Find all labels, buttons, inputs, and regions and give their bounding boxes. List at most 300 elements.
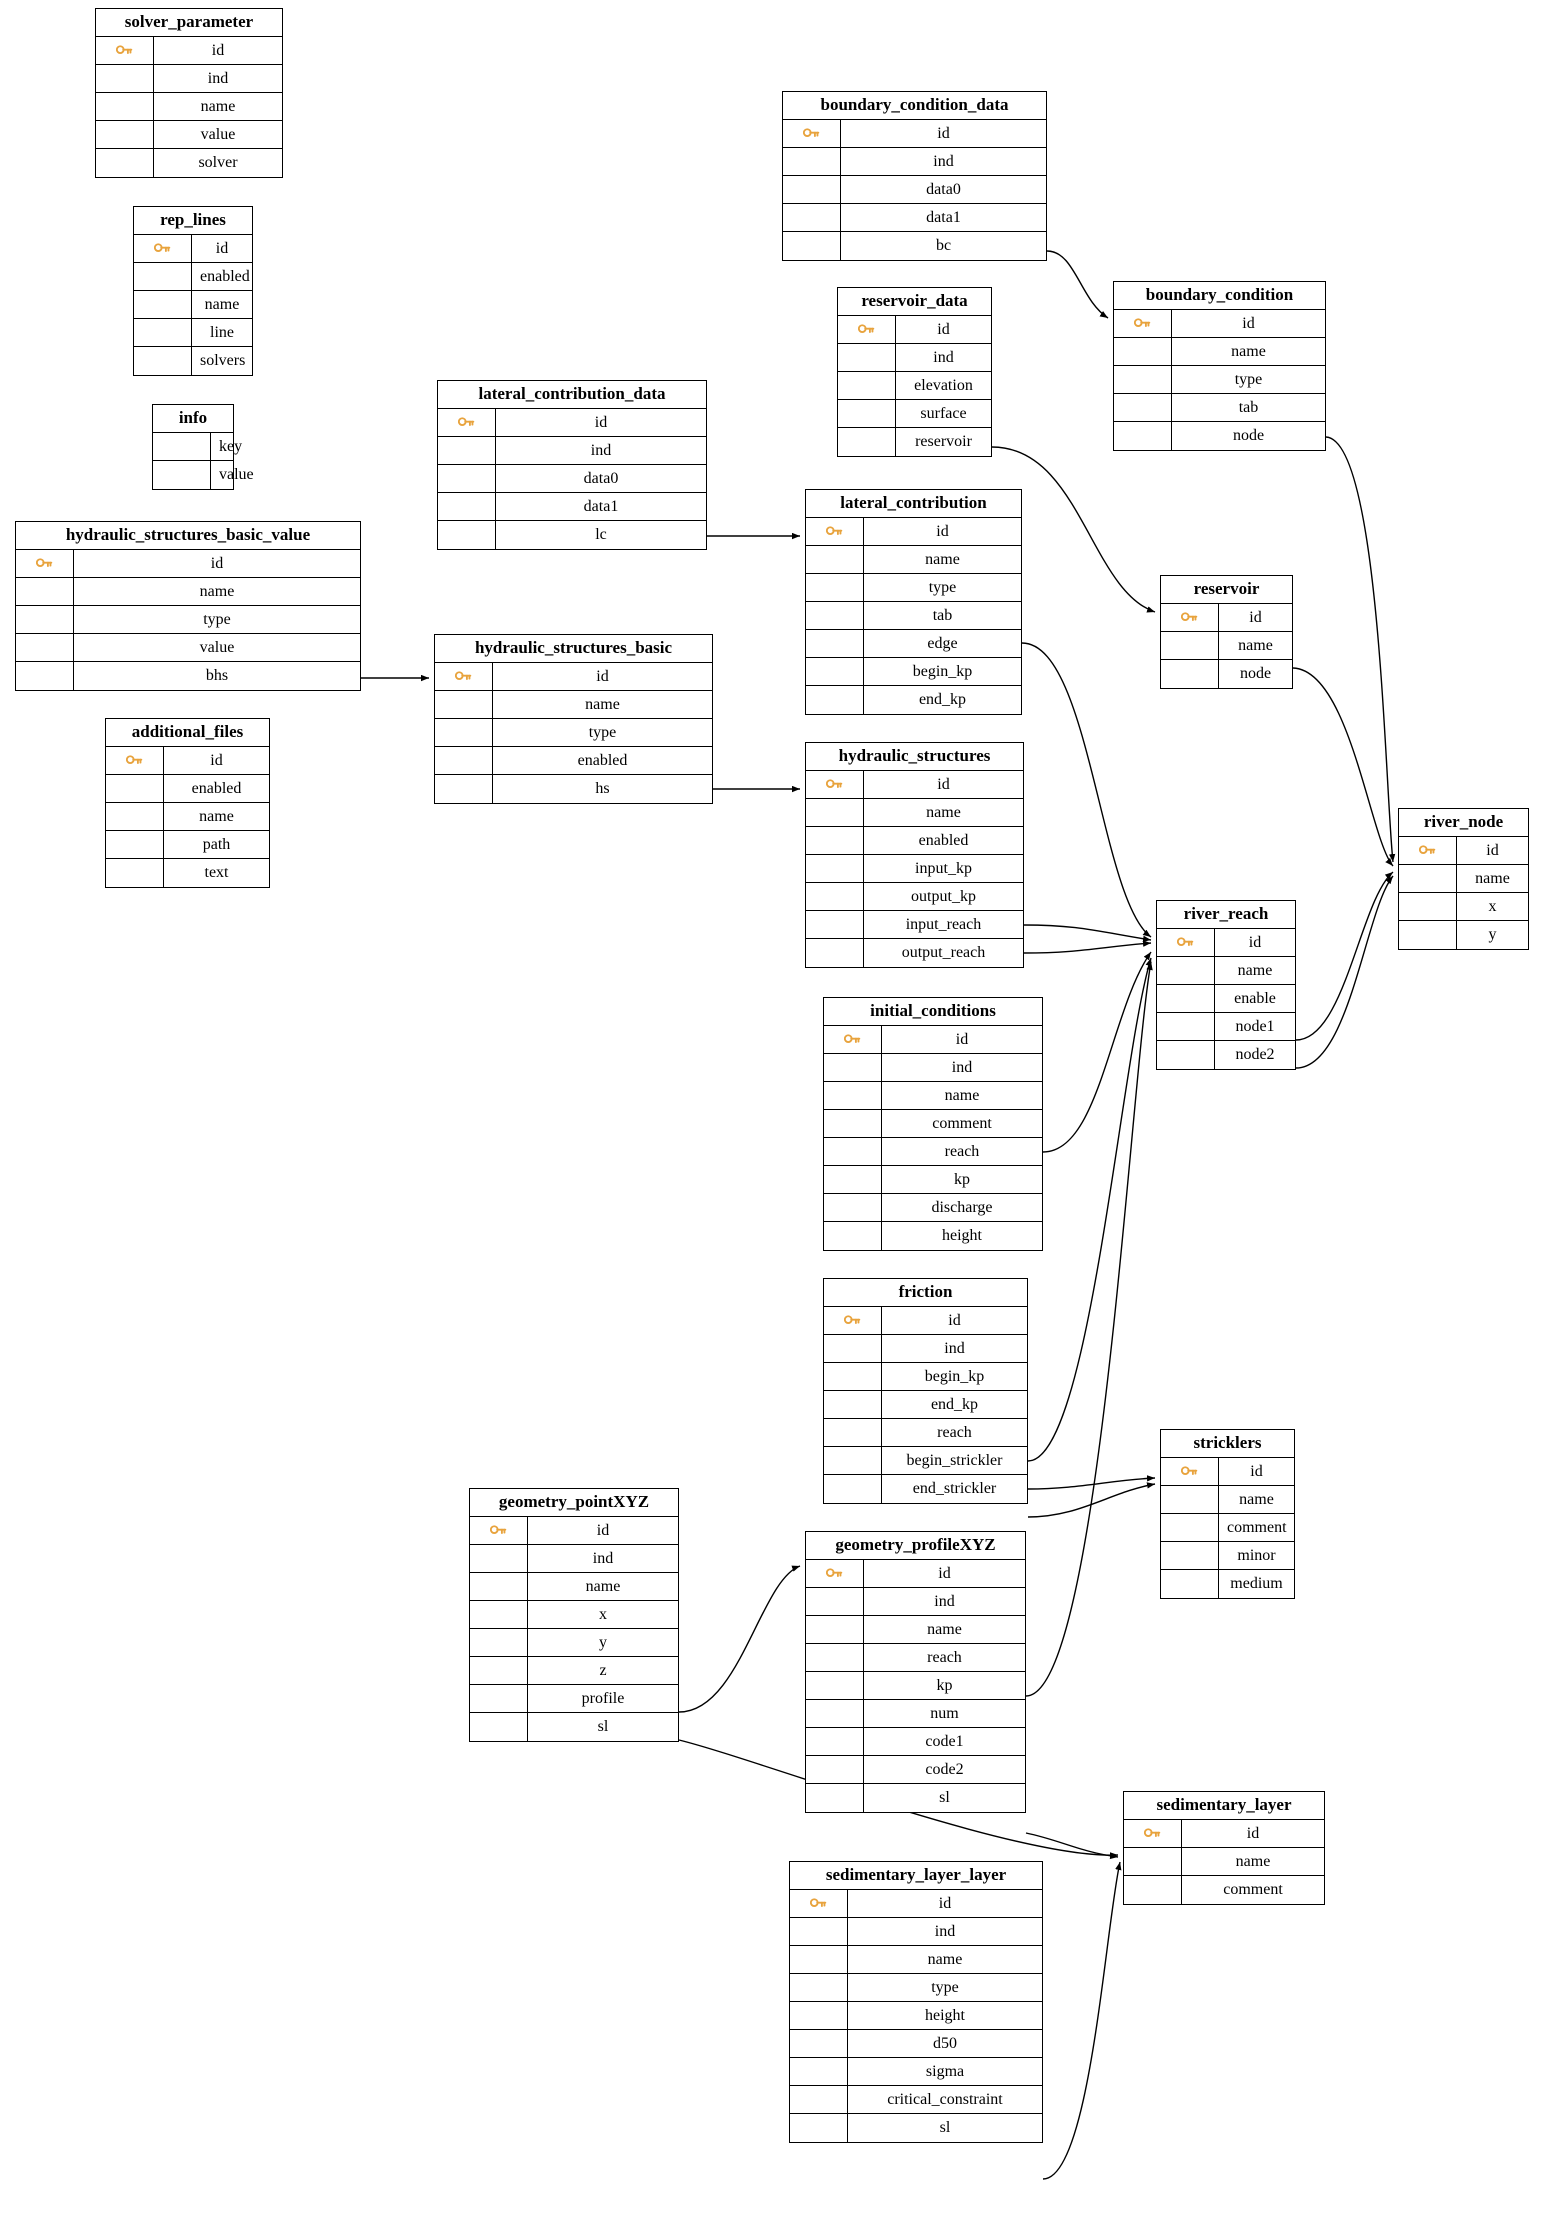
field-key-cell <box>806 574 864 601</box>
entity-title: solver_parameter <box>96 9 282 37</box>
field-name: id <box>937 320 950 338</box>
entity-field-row <box>16 606 360 634</box>
field-key-cell <box>1161 632 1219 659</box>
entity-field-row <box>1114 338 1325 366</box>
field-name: id <box>596 667 609 685</box>
entity-field-row <box>470 1601 678 1629</box>
entity-title: hydraulic_structures_basic <box>435 635 712 663</box>
entity-field-row <box>824 1447 1027 1475</box>
field-key-cell <box>824 1110 882 1137</box>
entity-field-row <box>824 1475 1027 1503</box>
field-name: type <box>203 610 231 628</box>
entity-field-row <box>438 493 706 521</box>
field-key-cell <box>790 1974 848 2001</box>
field-name: id <box>1249 608 1262 626</box>
field-name: id <box>596 1521 610 1539</box>
field-name: name <box>1239 1490 1274 1508</box>
field-name: type <box>928 578 957 596</box>
field-name: begin_strickler <box>906 1451 1003 1469</box>
field-name: comment <box>1223 1881 1283 1898</box>
field-key-cell <box>838 344 896 371</box>
field-key-cell <box>824 1222 882 1250</box>
entity-field-row <box>1399 921 1528 949</box>
entity-field-row <box>824 1222 1042 1250</box>
entity-field-row <box>806 630 1021 658</box>
field-key-cell <box>16 634 74 661</box>
entity-field-row <box>1157 929 1295 957</box>
field-name: hs <box>595 780 610 797</box>
field-key-cell <box>1157 985 1215 1012</box>
field-name: value <box>199 638 235 656</box>
field-key-cell <box>1161 1486 1219 1513</box>
entity-field-row <box>838 400 991 428</box>
field-key-cell <box>806 1588 864 1615</box>
field-name: name <box>585 695 620 713</box>
entity-field-row <box>1161 1570 1294 1598</box>
entity-field-row <box>838 316 991 344</box>
primary-key-icon <box>1114 310 1172 337</box>
entity-field-row <box>790 2086 1042 2114</box>
field-name: reach <box>927 1648 962 1666</box>
field-name: name <box>944 1086 980 1104</box>
entity-field-row <box>806 658 1021 686</box>
entity-initial_conditions <box>823 997 1043 1251</box>
field-name: ind <box>934 1922 956 1940</box>
entity-title: rep_lines <box>134 207 252 235</box>
field-name: name <box>1238 636 1273 654</box>
primary-key-icon <box>806 518 864 545</box>
field-key-cell <box>1399 921 1457 949</box>
entity-field-row <box>470 1713 678 1741</box>
primary-key-icon <box>96 37 154 64</box>
field-key-cell <box>1161 660 1219 688</box>
field-name: id <box>215 239 229 257</box>
field-name: name <box>199 807 234 825</box>
entity-field-row <box>16 662 360 690</box>
entity-river_reach <box>1156 900 1296 1070</box>
entity-field-row <box>1161 660 1292 688</box>
primary-key-icon <box>806 771 864 798</box>
field-name: discharge <box>931 1198 993 1216</box>
entity-friction <box>823 1278 1028 1504</box>
field-key-cell <box>824 1138 882 1165</box>
field-name: name <box>1475 869 1510 887</box>
entity-field-row <box>824 1391 1027 1419</box>
field-key-cell <box>1114 422 1172 450</box>
field-name: id <box>1486 841 1499 859</box>
entity-title: stricklers <box>1161 1430 1294 1458</box>
field-name: minor <box>1237 1546 1276 1564</box>
entity-field-row <box>106 859 269 887</box>
entity-title: boundary_condition_data <box>783 92 1046 120</box>
field-key-cell <box>1157 957 1215 984</box>
field-name: kp <box>936 1676 953 1694</box>
entity-field-row <box>106 775 269 803</box>
field-name: id <box>937 124 950 142</box>
entity-reservoir_data <box>837 287 992 457</box>
field-name: reach <box>937 1423 972 1441</box>
entity-field-row <box>1161 1486 1294 1514</box>
entity-field-row <box>96 37 282 65</box>
field-name: output_kp <box>911 887 976 905</box>
field-name: ind <box>933 152 954 170</box>
entity-field-row <box>790 1890 1042 1918</box>
field-key-cell <box>438 437 496 464</box>
field-key-cell <box>824 1082 882 1109</box>
field-key-cell <box>806 939 864 967</box>
entity-field-row <box>806 1616 1025 1644</box>
field-name: kp <box>954 1170 970 1188</box>
field-key-cell <box>435 775 493 803</box>
entity-field-row <box>1124 1876 1324 1904</box>
field-name: id <box>938 1564 951 1582</box>
field-name: text <box>204 864 229 881</box>
field-name: key <box>219 437 243 455</box>
field-key-cell <box>806 630 864 657</box>
field-key-cell <box>824 1194 882 1221</box>
entity-field-row <box>435 691 712 719</box>
entity-title: additional_files <box>106 719 269 747</box>
entity-lateral_contribution_data <box>437 380 707 550</box>
field-name: bc <box>935 237 952 254</box>
entity-field-row <box>1399 893 1528 921</box>
entity-field-row <box>153 433 243 461</box>
entity-field-row <box>470 1685 678 1713</box>
entity-field-row <box>134 319 252 347</box>
entity-title: geometry_pointXYZ <box>470 1489 678 1517</box>
field-key-cell <box>1399 865 1457 892</box>
entity-field-row <box>470 1545 678 1573</box>
field-key-cell <box>16 662 74 690</box>
entity-field-row <box>783 120 1046 148</box>
entity-field-row <box>824 1026 1042 1054</box>
field-key-cell <box>96 121 154 148</box>
entity-field-row <box>153 461 254 489</box>
field-key-cell <box>134 291 192 318</box>
entity-field-row <box>134 235 252 263</box>
field-key-cell <box>806 658 864 685</box>
entity-field-row <box>1161 632 1292 660</box>
entity-title: initial_conditions <box>824 998 1042 1026</box>
field-name: name <box>925 550 960 568</box>
entity-field-row <box>1161 604 1292 632</box>
entity-field-row <box>806 939 1023 967</box>
field-key-cell <box>470 1713 528 1741</box>
field-key-cell <box>790 2030 848 2057</box>
entity-field-row <box>806 883 1023 911</box>
field-name: tab <box>1238 398 1259 416</box>
entity-title: hydraulic_structures_basic_value <box>16 522 360 550</box>
field-name: ind <box>951 1058 973 1076</box>
field-key-cell <box>1157 1041 1215 1069</box>
field-key-cell <box>1399 893 1457 920</box>
field-key-cell <box>806 1728 864 1755</box>
entity-field-row <box>1157 1041 1295 1069</box>
entity-field-row <box>1114 394 1325 422</box>
field-name: id <box>948 1311 961 1329</box>
field-name: solver <box>198 154 238 171</box>
entity-sedimentary_layer_layer <box>789 1861 1043 2143</box>
field-key-cell <box>1161 1514 1219 1541</box>
field-key-cell <box>790 2002 848 2029</box>
field-name: name <box>200 97 236 115</box>
entity-field-row <box>783 204 1046 232</box>
field-key-cell <box>438 465 496 492</box>
entity-title: hydraulic_structures <box>806 743 1023 771</box>
entity-lateral_contribution <box>805 489 1022 715</box>
primary-key-icon <box>824 1026 882 1053</box>
field-name: id <box>936 522 949 540</box>
field-name: node1 <box>1235 1017 1275 1035</box>
entity-additional_files <box>105 718 270 888</box>
primary-key-icon <box>1161 604 1219 631</box>
field-name: data0 <box>583 469 619 487</box>
field-key-cell <box>824 1447 882 1474</box>
field-name: enable <box>1234 989 1276 1007</box>
field-key-cell <box>470 1685 528 1712</box>
field-name: num <box>930 1704 959 1722</box>
field-name: sl <box>939 1789 950 1806</box>
field-key-cell <box>824 1475 882 1503</box>
field-name: d50 <box>933 2034 957 2052</box>
entity-field-row <box>435 747 712 775</box>
field-key-cell <box>470 1657 528 1684</box>
entity-title: reservoir_data <box>838 288 991 316</box>
field-name: critical_constraint <box>887 2090 1003 2108</box>
field-key-cell <box>824 1054 882 1081</box>
entity-field-row <box>806 602 1021 630</box>
entity-field-row <box>824 1110 1042 1138</box>
entity-field-row <box>1399 865 1528 893</box>
field-name: path <box>202 835 231 853</box>
entity-field-row <box>806 1728 1025 1756</box>
field-key-cell <box>806 855 864 882</box>
entity-title: sedimentary_layer <box>1124 1792 1324 1820</box>
field-name: x <box>1488 897 1497 915</box>
entity-river_node <box>1398 808 1529 950</box>
field-name: end_kp <box>930 1395 979 1413</box>
field-name: enabled <box>200 267 250 285</box>
entity-field-row <box>1114 422 1325 450</box>
field-name: surface <box>920 404 967 422</box>
field-name: y <box>1488 926 1497 943</box>
field-name: height <box>925 2006 965 2024</box>
field-name: id <box>594 413 608 431</box>
field-key-cell <box>470 1629 528 1656</box>
field-key-cell <box>96 149 154 177</box>
entity-field-row <box>783 148 1046 176</box>
entity-field-row <box>1124 1820 1324 1848</box>
primary-key-icon <box>106 747 164 774</box>
entity-field-row <box>824 1419 1027 1447</box>
entity-field-row <box>838 428 991 456</box>
field-name: line <box>210 323 234 341</box>
entity-hydraulic_structures_basic <box>434 634 713 804</box>
entity-title: sedimentary_layer_layer <box>790 1862 1042 1890</box>
entity-field-row <box>824 1166 1042 1194</box>
entity-geometry_pointXYZ <box>469 1488 679 1742</box>
entity-field-row <box>783 232 1046 260</box>
field-key-cell <box>106 775 164 802</box>
field-key-cell <box>16 606 74 633</box>
entity-field-row <box>806 799 1023 827</box>
field-name: medium <box>1230 1575 1283 1592</box>
field-name: tab <box>932 606 953 624</box>
primary-key-icon <box>806 1560 864 1587</box>
field-name: id <box>955 1030 969 1048</box>
field-key-cell <box>16 578 74 605</box>
field-name: type <box>931 1978 959 1996</box>
field-name: sigma <box>925 2062 965 2080</box>
field-name: id <box>1246 1824 1260 1842</box>
field-name: z <box>599 1661 607 1679</box>
field-key-cell <box>783 204 841 231</box>
field-key-cell <box>783 176 841 203</box>
entity-title: reservoir <box>1161 576 1292 604</box>
field-name: profile <box>581 1689 625 1707</box>
field-key-cell <box>470 1573 528 1600</box>
field-key-cell <box>435 691 493 718</box>
field-name: ind <box>592 1549 614 1567</box>
entity-field-row <box>806 1644 1025 1672</box>
field-key-cell <box>806 1756 864 1783</box>
primary-key-icon <box>838 316 896 343</box>
primary-key-icon <box>16 550 74 577</box>
field-key-cell <box>106 803 164 830</box>
field-name: x <box>599 1605 607 1623</box>
entity-field-row <box>838 344 991 372</box>
field-name: name <box>1231 342 1266 360</box>
field-key-cell <box>806 883 864 910</box>
field-name: comment <box>932 1114 992 1132</box>
primary-key-icon <box>435 663 493 690</box>
entity-field-row <box>1157 985 1295 1013</box>
entity-field-row <box>824 1335 1027 1363</box>
field-key-cell <box>790 2086 848 2113</box>
field-key-cell <box>824 1166 882 1193</box>
primary-key-icon <box>1161 1458 1219 1485</box>
field-key-cell <box>435 719 493 746</box>
entity-field-row <box>790 2030 1042 2058</box>
field-name: name <box>1237 961 1273 979</box>
entity-field-row <box>806 771 1023 799</box>
primary-key-icon <box>134 235 192 262</box>
entity-solver_parameter <box>95 8 283 178</box>
field-name: type <box>588 723 617 741</box>
field-name: sl <box>939 2119 951 2136</box>
field-key-cell <box>806 686 864 714</box>
entity-field-row <box>1124 1848 1324 1876</box>
entity-field-row <box>1399 837 1528 865</box>
field-name: code2 <box>925 1760 964 1778</box>
primary-key-icon <box>1157 929 1215 956</box>
field-key-cell <box>96 65 154 92</box>
entity-field-row <box>806 1672 1025 1700</box>
field-name: id <box>1250 1462 1263 1480</box>
field-key-cell <box>824 1419 882 1446</box>
entity-field-row <box>1157 1013 1295 1041</box>
primary-key-icon <box>824 1307 882 1334</box>
entity-sedimentary_layer <box>1123 1791 1325 1905</box>
field-name: name <box>199 582 235 600</box>
entity-field-row <box>790 1974 1042 2002</box>
entity-field-row <box>134 291 252 319</box>
field-name: height <box>942 1227 982 1244</box>
entity-field-row <box>824 1054 1042 1082</box>
field-key-cell <box>806 1616 864 1643</box>
field-name: name <box>1235 1852 1271 1870</box>
entity-field-row <box>1114 366 1325 394</box>
field-name: node2 <box>1235 1046 1275 1063</box>
entity-field-row <box>438 465 706 493</box>
entity-field-row <box>824 1138 1042 1166</box>
entity-field-row <box>470 1657 678 1685</box>
field-name: enabled <box>577 751 628 769</box>
field-name: bhs <box>205 667 229 684</box>
entity-field-row <box>783 176 1046 204</box>
field-name: name <box>927 1620 962 1638</box>
primary-key-icon <box>1124 1820 1182 1847</box>
entity-field-row <box>790 2114 1042 2142</box>
entity-title: info <box>153 405 233 433</box>
field-name: name <box>204 295 240 313</box>
entity-field-row <box>806 911 1023 939</box>
field-name: reservoir <box>915 433 972 450</box>
field-name: name <box>927 1950 963 1968</box>
field-key-cell <box>806 827 864 854</box>
field-key-cell <box>470 1601 528 1628</box>
field-key-cell <box>806 602 864 629</box>
field-key-cell <box>806 546 864 573</box>
field-name: elevation <box>914 376 973 394</box>
field-key-cell <box>806 1700 864 1727</box>
entity-field-row <box>96 121 282 149</box>
entity-field-row <box>106 803 269 831</box>
entity-field-row <box>1161 1458 1294 1486</box>
field-name: lc <box>595 526 607 543</box>
entity-field-row <box>106 831 269 859</box>
entity-field-row <box>96 149 282 177</box>
entity-field-row <box>134 347 252 375</box>
entity-field-row <box>790 1946 1042 1974</box>
entity-field-row <box>470 1573 678 1601</box>
field-name: code1 <box>925 1732 964 1750</box>
field-key-cell <box>1124 1848 1182 1875</box>
field-key-cell <box>106 831 164 858</box>
entity-field-row <box>16 550 360 578</box>
entity-info <box>152 404 254 490</box>
field-name: data1 <box>926 208 961 226</box>
field-key-cell <box>106 859 164 887</box>
entity-field-row <box>16 578 360 606</box>
field-key-cell <box>438 521 496 549</box>
entity-field-row <box>806 1560 1025 1588</box>
entity-field-row <box>806 518 1021 546</box>
entity-field-row <box>1157 957 1295 985</box>
field-key-cell <box>783 148 841 175</box>
entity-field-row <box>806 1756 1025 1784</box>
entity-boundary_condition <box>1113 281 1326 451</box>
field-key-cell <box>96 93 154 120</box>
field-name: data1 <box>583 497 619 515</box>
field-name: id <box>938 1894 952 1912</box>
field-name: ind <box>944 1339 965 1357</box>
entity-field-row <box>106 747 269 775</box>
entity-field-row <box>824 1194 1042 1222</box>
field-name: id <box>211 41 225 59</box>
field-name: id <box>937 775 950 793</box>
field-name: input_kp <box>915 859 972 877</box>
